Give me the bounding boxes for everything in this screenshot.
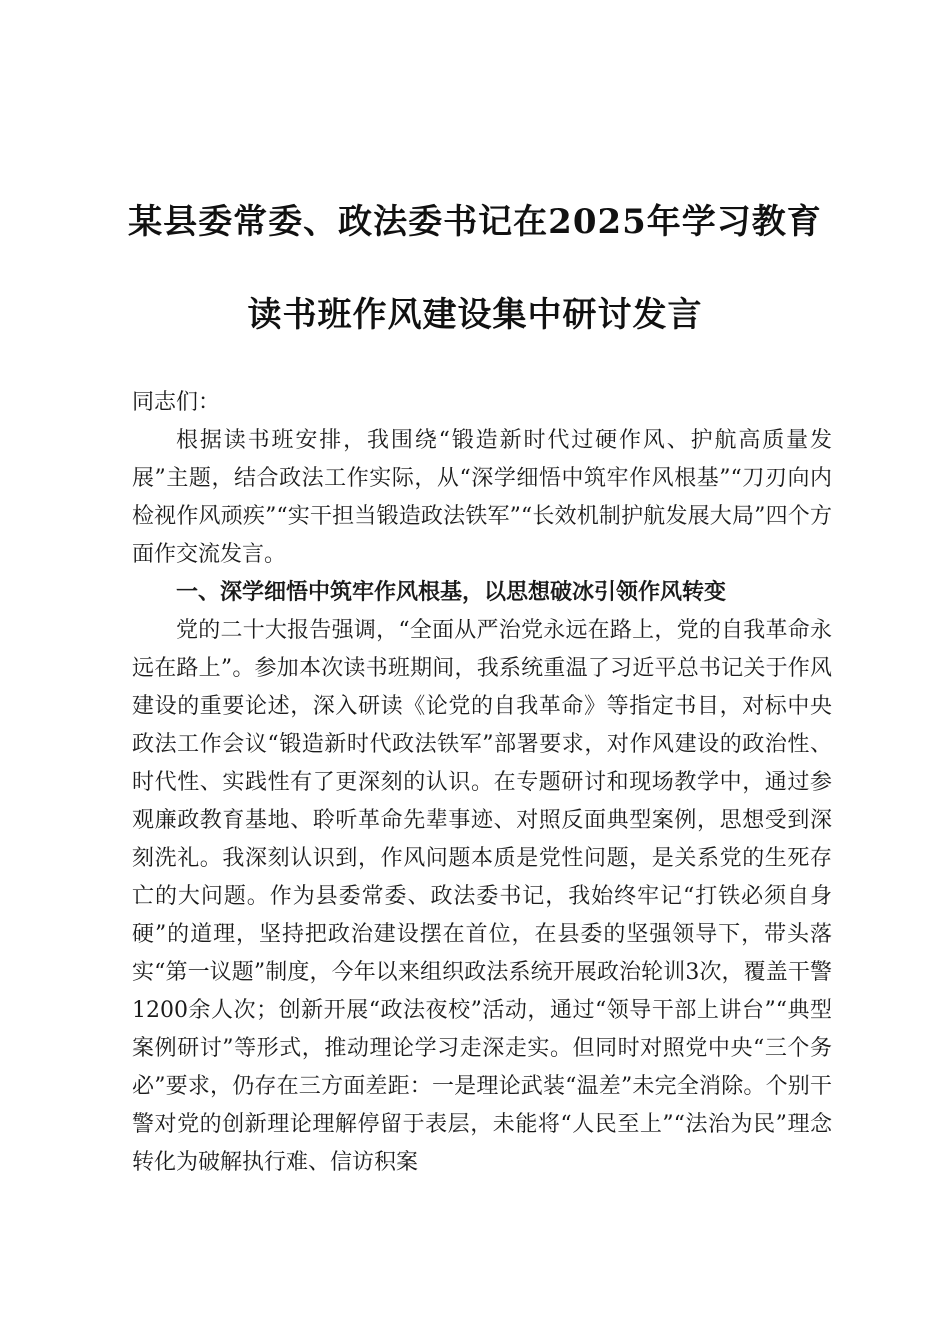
document-title-line1: 某县委常委、政法委书记在2025年学习教育 — [128, 202, 822, 242]
intro-paragraph: 根据读书班安排，我围绕“锻造新时代过硬作风、护航高质量发展”主题，结合政法工作实际，从“深学细悟中筑牢作风根基”“刀刃向内检视作风顽疾”“实干担当锻造政法铁军”“长效机制护航发展大局”四个方面作交流发言。 — [132, 428, 832, 567]
section-1-paragraph: 党的二十大报告强调，“全面从严治党永远在路上，党的自我革命永远在路上”。参加本次读书班期间，我系统重温了习近平总书记关于作风建设的重要论述，深入研读《论党的自我革命》等指定书目，对标中央政法工作会议“锻造新时代政法铁军”部署要求，对作风建设的政治性、时代性、实践性有了更深刻的认识。在专题研讨和现场教学中，通过参观廉政教育基地、聆听革命先辈事迹、对照反面典型案例，思想受到深刻洗礼。我深刻认识到，作风问题本质是党性问题，是关系党的生死存亡的大问题。作为县委常委、政法委书记，我始终牢记“打铁必须自身硬”的道理，坚持把政治建设摆在首位，在县委的坚强领导下，带头落实“第一议题”制度，今年以来组织政法系统开展政治轮训3次，覆盖干警1200余人次；创新开展“政法夜校”活动，通过“领导干部上讲台”“典型案例研讨”等形式，推动理论学习走深走实。但同时对照党中央“三个务必”要求，仍存在三方面差距：一是理论武装“温差”未完全消除。个别干警对党的创新理论理解停留于表层，未能将“人民至上”“法治为民”理念转化为破解执行难、信访积案 — [132, 618, 832, 1175]
document-body — [132, 384, 832, 1182]
salutation: 同志们： — [132, 390, 221, 415]
document-title-line2: 读书班作风建设集中研讨发言 — [247, 295, 703, 335]
section-heading-1: 一、深学细悟中筑牢作风根基，以思想破冰引领作风转变 — [176, 580, 727, 605]
